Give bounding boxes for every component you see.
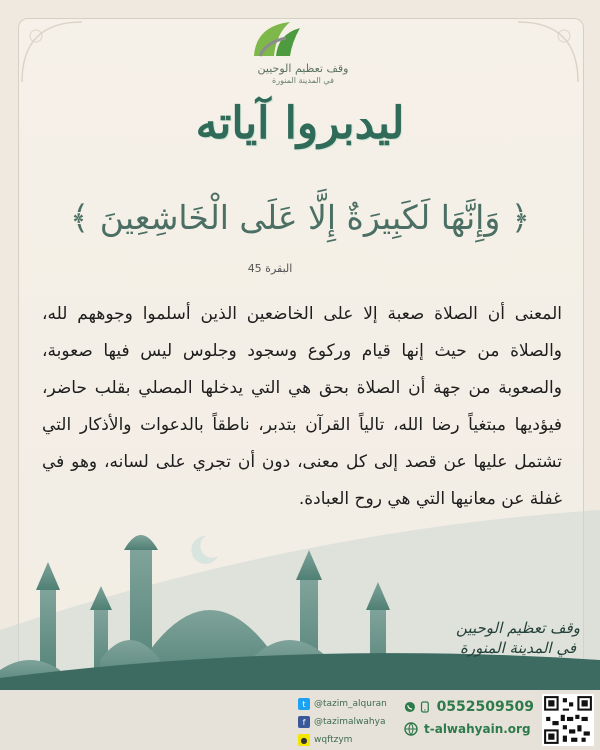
calligraphy-title: ليدبروا آياته [195,98,405,149]
phone-link[interactable] [404,696,534,718]
qr-code[interactable] [542,694,594,746]
web-icon [404,722,418,736]
logo-emblem [246,16,306,64]
snapchat-icon: ● [298,734,310,746]
corner-ornament [20,20,84,84]
quran-verse: ﴿ وَإِنَّهَا لَكَبِيرَةٌ إِلَّا عَلَى الْخَاشِعِينَ ﴾ [69,198,531,237]
twitter-handle: @tazim_alquran [314,699,387,709]
website-link[interactable] [404,718,534,740]
snapchat-link[interactable] [298,732,398,748]
facebook-handle: @tazimalwahya [314,717,386,727]
facebook-icon: f [298,716,310,728]
phone-number: 0552509509 [436,699,534,715]
verse-reference: البقرة 45 [247,262,293,275]
twitter-link[interactable] [298,696,398,712]
phone-icon [419,700,431,714]
website-url: t-alwahyain.org [424,722,531,736]
logo-org-city: في المدينة المنورة [272,76,334,85]
whatsapp-icon [404,700,416,714]
corner-ornament [516,20,580,84]
logo [238,16,368,96]
social-links [298,696,398,750]
mosque-illustration [0,510,600,690]
signature-line-2: في المدينة المنورة [459,639,577,657]
twitter-icon: t [298,698,310,710]
signature-line-1: وقف تعظيم الوحيين [456,619,580,637]
snapchat-handle: wqftzym [314,735,353,745]
tafsir-paragraph: المعنى أن الصلاة صعبة إلا على الخاضعين الذين أسلموا وجوههم لله، والصلاة من حيث إنها قيام وركوع وسجود وجلوس ليس فيها صعوبة، والصعوبة من جهة أن الصلاة بحق هي التي يدخلها المصلي بقلب حاضر، فيؤديها مبتغياً رضا الله، تالياً القرآن بتدبر، ناطقاً بالدعوات والأذكار التي تشتمل عليها عن قصد إلى كل معنى، دون أن تجري على لسانه، وهو في غفلة عن معانيها التي هي روح العبادة. [42,304,562,509]
contact-info [404,696,534,740]
signature [448,618,588,658]
facebook-link[interactable] [298,714,398,730]
logo-org-name: وقف تعظيم الوحيين [257,62,349,75]
